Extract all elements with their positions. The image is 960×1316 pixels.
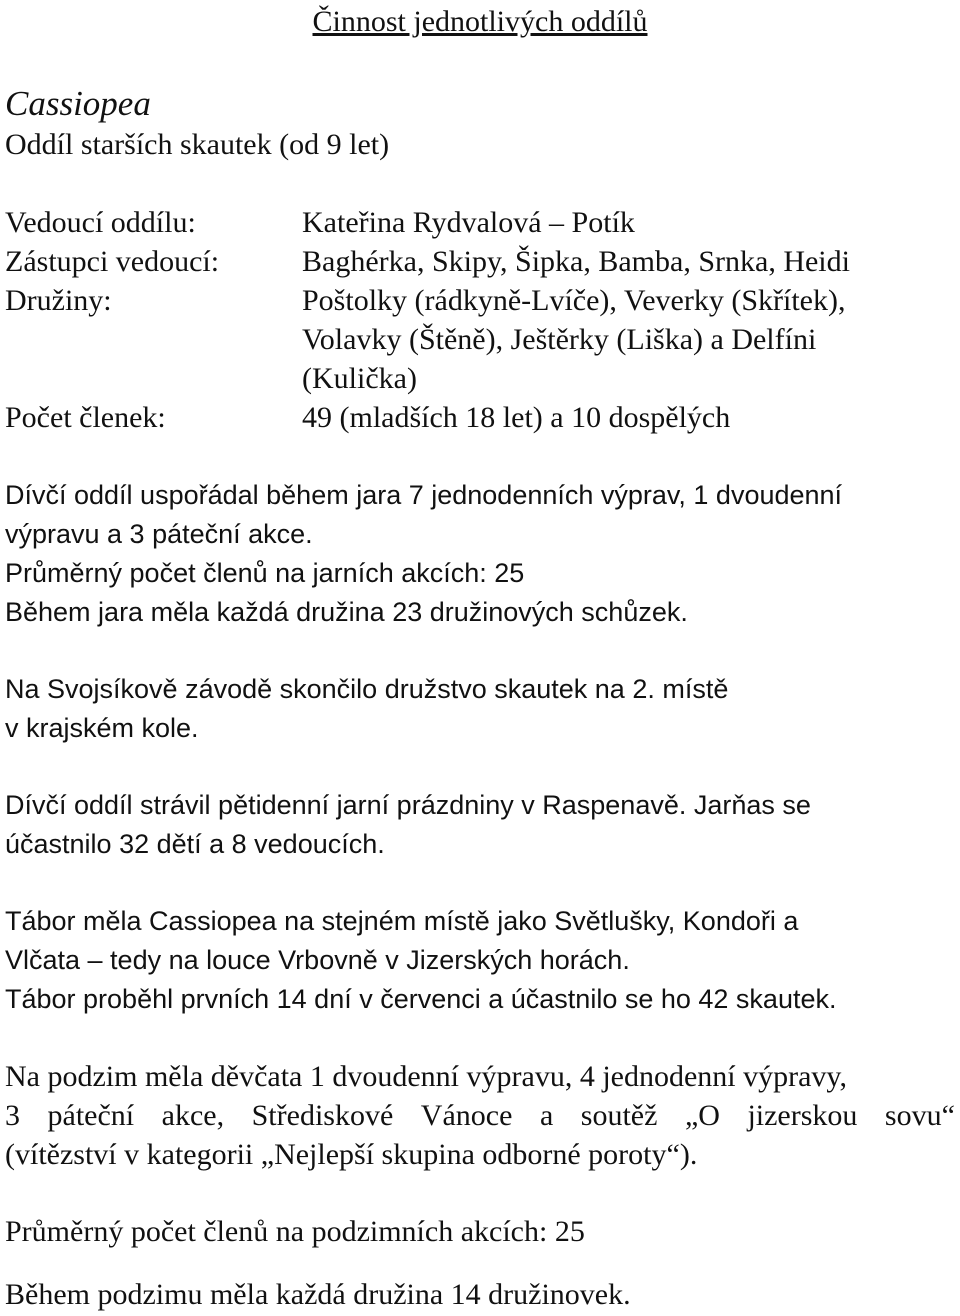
page-title: Činnost jednotlivých oddílů <box>312 5 648 38</box>
patrols-line-1: Poštolky (rádkyně-Lvíče), Veverky (Skřítek), <box>302 284 846 317</box>
deputies-value: Baghérka, Skipy, Šipka, Bamba, Srnka, Heidi <box>302 245 850 278</box>
competition-line-1: Na Svojsíkově závodě skončilo družstvo skautek na 2. místě <box>5 674 729 704</box>
autumn-word: Střediskové <box>251 1099 394 1132</box>
autumn-meetings <box>5 1275 955 1314</box>
holiday-paragraph <box>5 786 955 864</box>
section-subtitle: Oddíl starších skautek (od 9 let) <box>5 128 390 161</box>
patrols-line-3: (Kulička) <box>302 362 417 395</box>
autumn-word: sovu“ <box>884 1099 955 1132</box>
patrols-label: Družiny: <box>5 284 112 317</box>
holiday-line-1: Dívčí oddíl strávil pětidenní jarní prázdniny v Raspenavě. Jarňas se <box>5 790 811 820</box>
autumn-line-3: (vítězství v kategorii „Nejlepší skupina odborné poroty“). <box>5 1138 698 1171</box>
autumn-word: akce, <box>161 1099 225 1132</box>
autumn-word: 3 <box>5 1099 20 1132</box>
deputies-label: Zástupci vedoucí: <box>5 245 220 278</box>
camp-paragraph <box>5 902 955 1019</box>
autumn-word: Vánoce <box>420 1099 513 1132</box>
spring-paragraph <box>5 476 955 632</box>
camp-line-1: Tábor měla Cassiopea na stejném místě jako Světlušky, Kondoři a <box>5 906 799 936</box>
camp-line-2: Vlčata – tedy na louce Vrbovně v Jizerských horách. <box>5 945 630 975</box>
autumn-line-2 <box>5 1096 955 1135</box>
autumn-average <box>5 1212 955 1251</box>
competition-line-2: v krajském kole. <box>5 713 199 743</box>
autumn-paragraph <box>5 1057 955 1174</box>
autumn-average-text: Průměrný počet členů na podzimních akcích: 25 <box>5 1215 585 1248</box>
members-label: Počet členek: <box>5 401 166 434</box>
members-value: 49 (mladších 18 let) a 10 dospělých <box>302 401 731 434</box>
autumn-meetings-text: Během podzimu měla každá družina 14 družinovek. <box>5 1278 631 1311</box>
autumn-word: jizerskou <box>747 1099 858 1132</box>
spring-meetings: Během jara měla každá družina 23 družinových schůzek. <box>5 597 688 627</box>
holiday-line-2: účastnilo 32 dětí a 8 vedoucích. <box>5 829 385 859</box>
section-name: Cassiopea <box>5 84 151 123</box>
spring-line-1: Dívčí oddíl uspořádal během jara 7 jednodenních výprav, 1 dvoudenní <box>5 480 843 510</box>
leader-label: Vedoucí oddílu: <box>5 206 196 239</box>
competition-paragraph <box>5 670 955 748</box>
spring-line-2: výpravu a 3 páteční akce. <box>5 519 313 549</box>
autumn-word: páteční <box>47 1099 135 1132</box>
camp-line-3: Tábor proběhl prvních 14 dní v červenci a účastnilo se ho 42 skautek. <box>5 984 837 1014</box>
patrols-line-2: Volavky (Štěně), Ještěrky (Liška) a Delfíni <box>302 323 817 356</box>
autumn-line-1: Na podzim měla děvčata 1 dvoudenní výpravu, 4 jednodenní výpravy, <box>5 1060 847 1093</box>
spring-average: Průměrný počet členů na jarních akcích: 25 <box>5 558 525 588</box>
autumn-word: „O <box>684 1099 720 1132</box>
leader-value: Kateřina Rydvalová – Potík <box>302 206 635 239</box>
autumn-word: soutěž <box>580 1099 658 1132</box>
autumn-word: a <box>539 1099 554 1132</box>
